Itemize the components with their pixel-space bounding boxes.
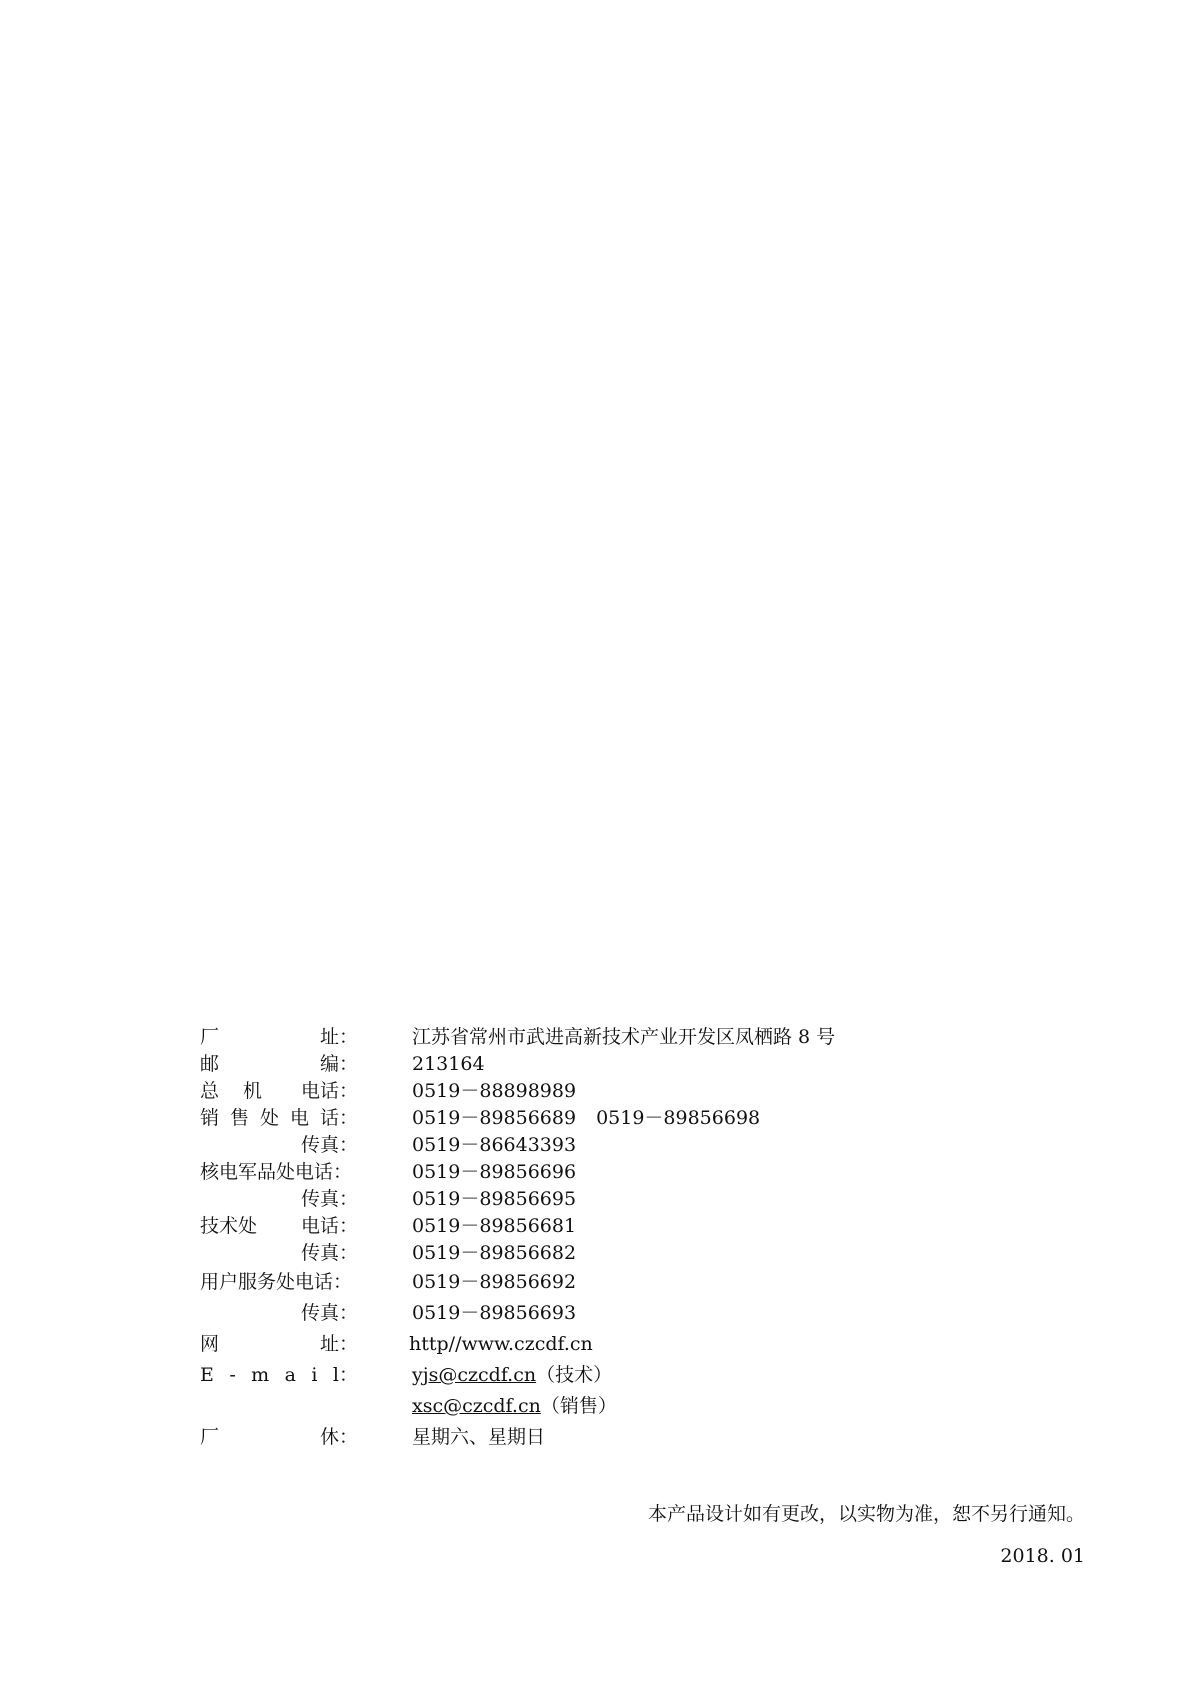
tech-fax-value: 0519－89856682: [412, 1242, 577, 1264]
address-value: 江苏省常州市武进高新技术产业开发区凤栖路 8 号: [412, 1026, 836, 1048]
email-tech-note: （技术）: [536, 1364, 613, 1386]
holiday-value: 星期六、星期日: [412, 1426, 546, 1448]
contact-info-block: [200, 1024, 920, 1453]
email-label: E - m a i l：: [200, 1364, 358, 1386]
email-tech-link[interactable]: yjs@czcdf.cn: [412, 1364, 537, 1386]
service-fax-row: [200, 1298, 920, 1329]
email-sales-note: （销售）: [540, 1395, 617, 1417]
website-link[interactable]: http//www.czcdf.cn: [409, 1333, 593, 1355]
service-phone-row: [200, 1267, 920, 1298]
service-phone-label: 用户服务处电话：: [200, 1271, 353, 1293]
sales-phone-row: [200, 1105, 920, 1132]
email-sales-row: [200, 1391, 920, 1422]
nuclear-fax-value: 0519－89856695: [412, 1188, 577, 1210]
address-label: 厂 址：: [200, 1026, 358, 1048]
postcode-value: 213164: [412, 1053, 485, 1075]
nuclear-fax-label: 传真：: [300, 1188, 358, 1210]
sales-phone-value-1: 0519－89856689: [412, 1107, 577, 1129]
sales-phone-value-2: 0519－89856698: [596, 1107, 761, 1129]
sales-fax-value: 0519－86643393: [412, 1134, 577, 1156]
postcode-row: [200, 1051, 920, 1078]
tech-fax-label: 传真：: [300, 1242, 358, 1264]
tech-phone-row: [200, 1213, 920, 1240]
service-fax-value: 0519－89856693: [412, 1302, 577, 1324]
sales-fax-label: 传真：: [300, 1134, 358, 1156]
nuclear-phone-row: [200, 1159, 920, 1186]
email-tech-row: [200, 1360, 920, 1391]
service-fax-label: 传真：: [300, 1302, 358, 1324]
switchboard-value: 0519－88898989: [412, 1080, 577, 1102]
tech-phone-label: 技术处 电话：: [200, 1215, 358, 1237]
design-change-notice: 本产品设计如有更改，以实物为准，恕不另行通知。: [647, 1503, 1085, 1525]
switchboard-label: 总 机 电话：: [200, 1080, 358, 1102]
nuclear-fax-row: [200, 1186, 920, 1213]
sales-phone-label: 销 售 处 电 话：: [200, 1107, 358, 1129]
holiday-row: [200, 1422, 920, 1453]
sales-phone-values: [412, 1105, 760, 1132]
sales-fax-row: [200, 1132, 920, 1159]
postcode-label: 邮 编：: [200, 1053, 358, 1075]
tech-phone-value: 0519－89856681: [412, 1215, 577, 1237]
email-sales-link[interactable]: xsc@czcdf.cn: [412, 1395, 541, 1417]
service-phone-value: 0519－89856692: [412, 1271, 577, 1293]
address-row: [200, 1024, 920, 1051]
website-label: 网 址：: [200, 1333, 358, 1355]
switchboard-row: [200, 1078, 920, 1105]
nuclear-phone-label: 核电军品处电话：: [200, 1161, 353, 1183]
tech-fax-row: [200, 1240, 920, 1267]
website-row: [200, 1329, 920, 1360]
nuclear-phone-value: 0519－89856696: [412, 1161, 577, 1183]
publication-date: 2018. 01: [1000, 1545, 1085, 1567]
holiday-label: 厂 休：: [200, 1426, 358, 1448]
